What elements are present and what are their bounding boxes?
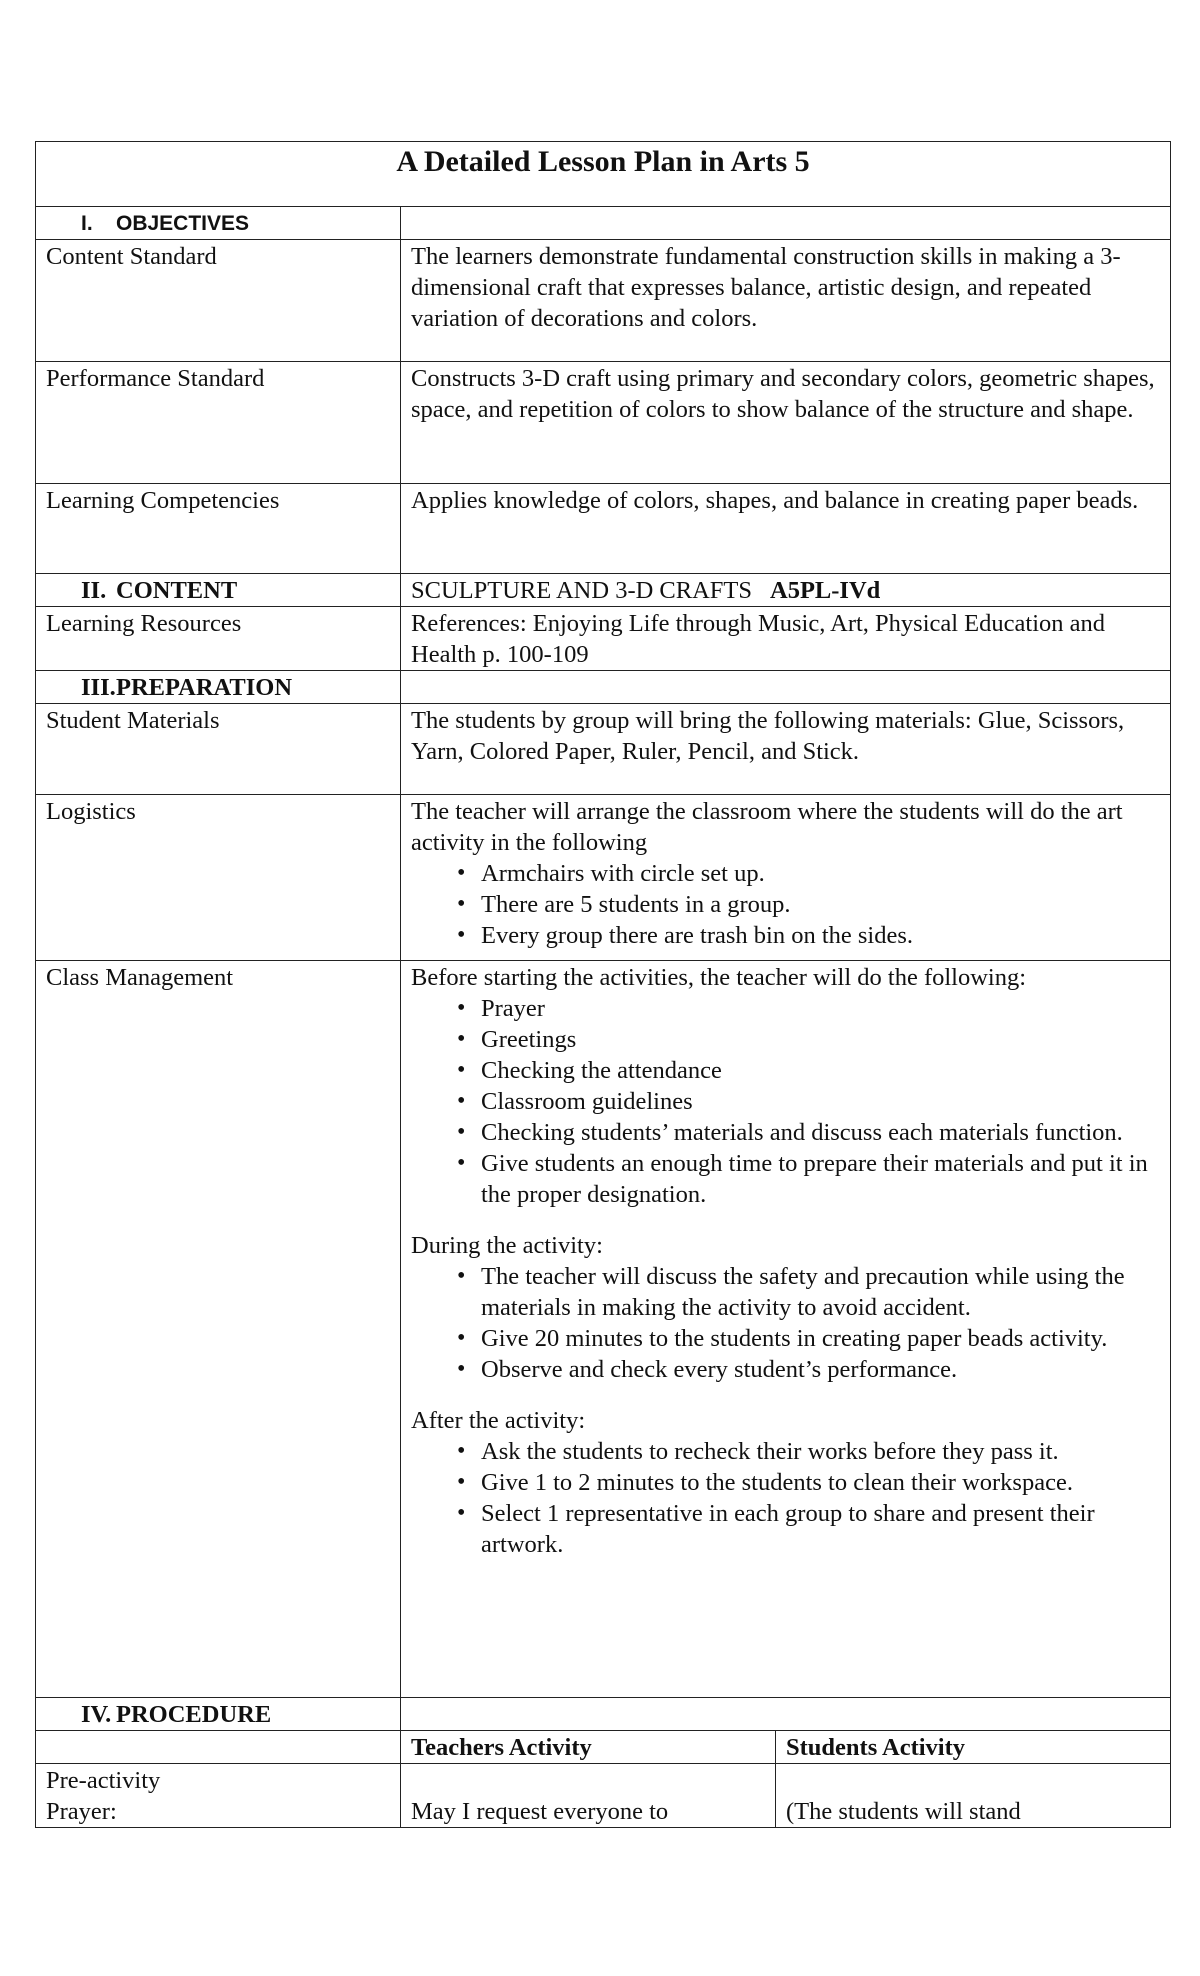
teacher-prayer-text: May I request everyone to — [411, 1798, 669, 1825]
learning-competencies-label: Learning Competencies — [36, 484, 401, 574]
list-item: • Classroom guidelines — [457, 1086, 1160, 1117]
competency-code: A5PL-IVd — [770, 577, 881, 604]
lesson-plan-table — [35, 141, 1171, 1828]
list-item: • Every group there are trash bin on the sides. — [457, 920, 1160, 951]
section-heading-objectives: I. OBJECTIVES — [36, 207, 401, 240]
during-activity-intro: During the activity: — [411, 1232, 603, 1259]
lesson-plan-page — [35, 141, 1170, 1828]
pre-activity-label: Pre-activity — [46, 1767, 161, 1794]
list-item: • There are 5 students in a group. — [457, 889, 1160, 920]
learning-competencies-row — [36, 484, 1171, 574]
list-item: • Give 1 to 2 minutes to the students to clean their workspace. — [457, 1467, 1160, 1498]
during-activity-list — [411, 1261, 1160, 1385]
learning-resources-row — [36, 607, 1171, 671]
list-item: • Checking students’ materials and discuss each materials function. — [457, 1117, 1160, 1148]
logistics-intro: The teacher will arrange the classroom where the students will do the art activity in the following — [411, 798, 1123, 856]
list-item: • Ask the students to recheck their works before they pass it. — [457, 1436, 1160, 1467]
teacher-prayer-cell — [401, 1764, 776, 1828]
student-materials-label: Student Materials — [36, 704, 401, 795]
procedure-prayer-row — [36, 1764, 1171, 1828]
page-title: A Detailed Lesson Plan in Arts 5 — [36, 142, 1171, 207]
content-standard-label: Content Standard — [36, 240, 401, 362]
student-materials-text: The students by group will bring the following materials: Glue, Scissors, Yarn, Colored Paper, Ruler, Pencil, and Stick. — [401, 704, 1171, 795]
teachers-activity-header: Teachers Activity — [401, 1731, 776, 1764]
content-section-row — [36, 574, 1171, 607]
performance-standard-label: Performance Standard — [36, 362, 401, 484]
logistics-list — [411, 858, 1160, 951]
section-heading-procedure: IV. PROCEDURE — [36, 1698, 401, 1731]
section-heading-preparation: III.PREPARATION — [36, 671, 401, 704]
procedure-header-row — [36, 1731, 1171, 1764]
objectives-empty-cell — [401, 207, 1171, 240]
learning-resources-label: Learning Resources — [36, 607, 401, 671]
performance-standard-row — [36, 362, 1171, 484]
list-item: • Select 1 representative in each group to share and present their artwork. — [457, 1498, 1160, 1560]
list-item: • Observe and check every student’s performance. — [457, 1354, 1160, 1385]
students-activity-header: Students Activity — [776, 1731, 1171, 1764]
logistics-row — [36, 795, 1171, 961]
before-activity-intro: Before starting the activities, the teacher will do the following: — [411, 964, 1027, 991]
list-item: • The teacher will discuss the safety and precaution while using the materials in making the activity to avoid accident. — [457, 1261, 1160, 1323]
class-management-content — [401, 961, 1171, 1698]
logistics-label: Logistics — [36, 795, 401, 961]
learning-resources-text: References: Enjoying Life through Music, Art, Physical Education and Health p. 100-109 — [401, 607, 1171, 671]
prayer-label: Prayer: — [46, 1798, 117, 1825]
preparation-empty-cell — [401, 671, 1171, 704]
list-item: • Checking the attendance — [457, 1055, 1160, 1086]
student-materials-row — [36, 704, 1171, 795]
procedure-empty-cell — [401, 1698, 1171, 1731]
list-item: • Give students an enough time to prepare their materials and put it in the proper designation. — [457, 1148, 1160, 1210]
student-prayer-cell — [776, 1764, 1171, 1828]
title-row — [36, 142, 1171, 207]
content-standard-text: The learners demonstrate fundamental construction skills in making a 3-dimensional craft that expresses balance, artistic design, and repeated variation of decorations and colors. — [401, 240, 1171, 362]
preparation-section-row — [36, 671, 1171, 704]
content-value: SCULPTURE AND 3-D CRAFTS A5PL-IVd — [401, 574, 1171, 607]
logistics-content — [401, 795, 1171, 961]
section-heading-content: II. CONTENT — [36, 574, 401, 607]
before-activity-list — [411, 993, 1160, 1210]
pre-activity-cell — [36, 1764, 401, 1828]
objectives-section-row — [36, 207, 1171, 240]
list-item: • Armchairs with circle set up. — [457, 858, 1160, 889]
performance-standard-text: Constructs 3-D craft using primary and secondary colors, geometric shapes, space, and repetition of colors to show balance of the structure and shape. — [401, 362, 1171, 484]
list-item: • Give 20 minutes to the students in creating paper beads activity. — [457, 1323, 1160, 1354]
after-activity-list — [411, 1436, 1160, 1560]
list-item: • Prayer — [457, 993, 1160, 1024]
after-activity-intro: After the activity: — [411, 1407, 586, 1434]
learning-competencies-text: Applies knowledge of colors, shapes, and balance in creating paper beads. — [401, 484, 1171, 574]
procedure-section-row — [36, 1698, 1171, 1731]
class-management-label: Class Management — [36, 961, 401, 1698]
class-management-row — [36, 961, 1171, 1698]
procedure-header-empty — [36, 1731, 401, 1764]
list-item: • Greetings — [457, 1024, 1160, 1055]
student-prayer-text: (The students will stand — [786, 1798, 1021, 1825]
content-standard-row — [36, 240, 1171, 362]
